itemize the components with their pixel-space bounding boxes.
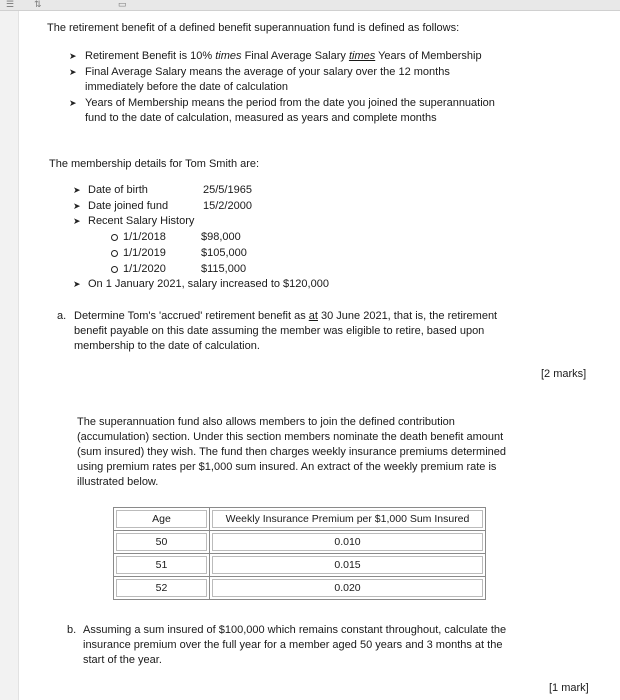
- salary-raise-note: On 1 January 2021, salary increased to $120,000: [88, 278, 329, 290]
- dob-value: 25/5/1965: [203, 184, 252, 196]
- table-row: [114, 577, 486, 600]
- dob-label: Date of birth: [88, 184, 148, 196]
- age-cell: 51: [114, 554, 210, 577]
- age-cell: 52: [114, 577, 210, 600]
- premium-header: Weekly Insurance Premium per $1,000 Sum Insured: [210, 508, 486, 531]
- joined-value: 15/2/2000: [203, 200, 252, 212]
- contribution-line: The superannuation fund also allows members to join the defined contribution: [77, 416, 455, 428]
- page-icon[interactable]: ▭: [118, 0, 127, 9]
- circle-bullet-icon: [111, 250, 118, 257]
- question-a-line3: membership to the date of calculation.: [74, 340, 260, 352]
- age-cell: 50: [114, 531, 210, 554]
- intro-text: The retirement benefit of a defined benefit superannuation fund is defined as follows:: [47, 22, 460, 34]
- salary-date: 1/1/2018: [123, 231, 166, 243]
- definition-years-membership: Years of Membership means the period from the date you joined the superannuation: [85, 97, 495, 109]
- joined-label: Date joined fund: [88, 200, 169, 212]
- arrow-bullet-icon: ➤: [69, 67, 77, 77]
- salary-history-label: Recent Salary History: [88, 215, 195, 227]
- arrow-bullet-icon: ➤: [73, 201, 81, 211]
- premium-cell: 0.010: [210, 531, 486, 554]
- circle-bullet-icon: [111, 266, 118, 273]
- question-a-line1: Determine Tom's 'accrued' retirement benefit as at 30 June 2021, that is, the retirement: [74, 310, 498, 322]
- menu-icon[interactable]: ☰: [6, 0, 15, 9]
- salary-amount: $115,000: [201, 263, 247, 275]
- premium-rate-table: [113, 507, 486, 600]
- definition-final-average-salary-cont: immediately before the date of calculation: [85, 81, 289, 93]
- definition-years-membership-cont: fund to the date of calculation, measured as years and complete months: [85, 112, 437, 124]
- membership-heading: The membership details for Tom Smith are:: [49, 158, 260, 170]
- salary-date: 1/1/2020: [123, 263, 166, 275]
- definition-retirement-benefit: Retirement Benefit is 10% times Final Average Salary times Years of Membership: [85, 50, 482, 62]
- question-b-line3: start of the year.: [83, 654, 162, 666]
- salary-date: 1/1/2019: [123, 247, 166, 259]
- table-row: [114, 531, 486, 554]
- question-b-marks: [1 mark]: [549, 682, 589, 694]
- arrow-bullet-icon: ➤: [73, 185, 81, 195]
- salary-amount: $105,000: [201, 247, 247, 259]
- premium-cell: 0.020: [210, 577, 486, 600]
- question-a-line2: benefit payable on this date assuming the member was eligible to retire, based upon: [74, 325, 485, 337]
- sort-icon[interactable]: ⇅: [34, 0, 42, 9]
- age-header: Age: [114, 508, 210, 531]
- question-a-label: a.: [57, 310, 67, 322]
- contribution-line: (sum insured) they wish. The fund then charges weekly insurance premiums determined: [77, 446, 506, 458]
- contribution-line: (accumulation) section. Under this section members nominate the death benefit amount: [77, 431, 504, 443]
- viewer-toolbar: [0, 0, 620, 11]
- question-b-line2: insurance premium over the full year for a member aged 50 years and 3 months at the: [83, 639, 503, 651]
- table-header-row: [114, 508, 486, 531]
- question-b-line1: Assuming a sum insured of $100,000 which remains constant throughout, calculate the: [83, 624, 507, 636]
- salary-amount: $98,000: [201, 231, 241, 243]
- arrow-bullet-icon: ➤: [73, 279, 81, 289]
- contribution-line: using premium rates per $1,000 sum insured. An extract of the weekly premium rate is: [77, 461, 497, 473]
- contribution-line: illustrated below.: [77, 476, 159, 488]
- arrow-bullet-icon: ➤: [69, 51, 77, 61]
- arrow-bullet-icon: ➤: [69, 98, 77, 108]
- question-b-label: b.: [67, 624, 77, 636]
- arrow-bullet-icon: ➤: [73, 216, 81, 226]
- question-a-marks: [2 marks]: [541, 368, 587, 380]
- document-page: [18, 11, 620, 700]
- circle-bullet-icon: [111, 234, 118, 241]
- premium-cell: 0.015: [210, 554, 486, 577]
- table-row: [114, 554, 486, 577]
- definition-final-average-salary: Final Average Salary means the average of your salary over the 12 months: [85, 66, 450, 78]
